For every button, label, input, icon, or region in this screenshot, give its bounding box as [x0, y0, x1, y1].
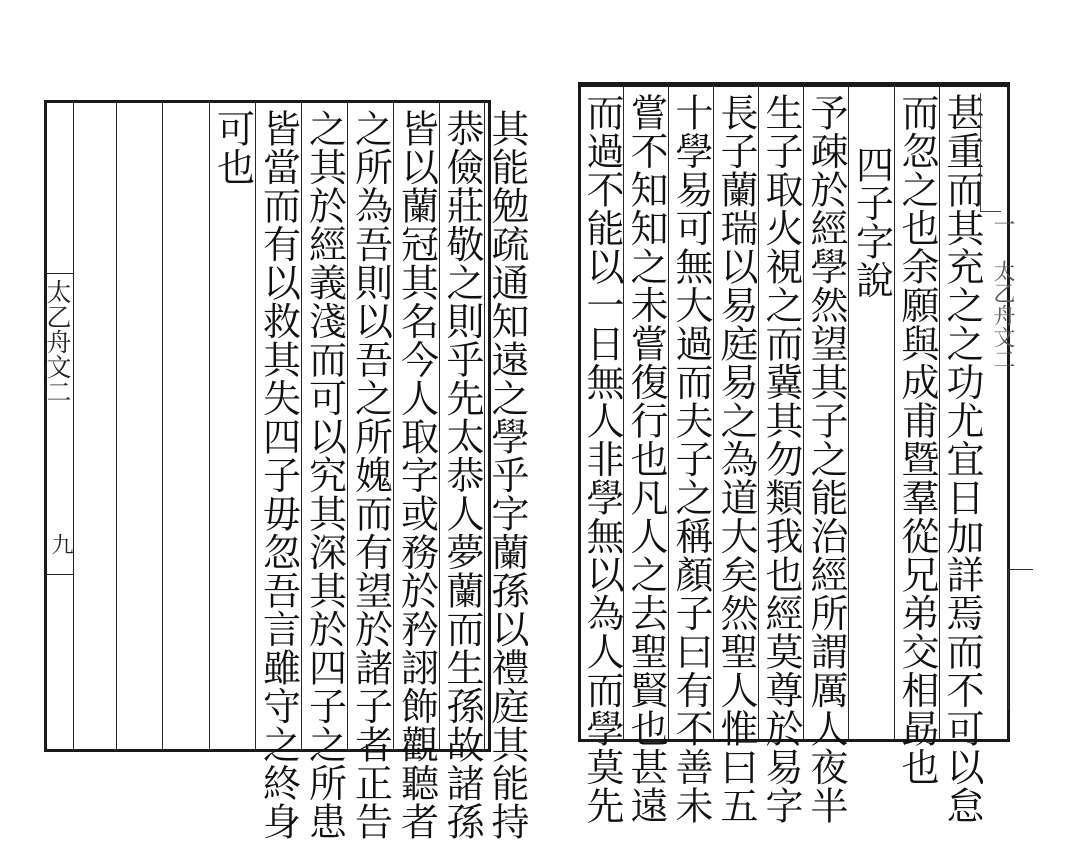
- left-page: [43, 100, 529, 841]
- fold-title: 一 太乙舟文二: [990, 213, 1015, 370]
- column-text: 予疎於經學然望其子之能治經所謂厲人夜半: [804, 93, 848, 825]
- column-text: 生子取火視之而冀其勿類我也經莫尊於易字: [759, 93, 803, 825]
- text-column-8: [624, 87, 669, 825]
- blank-column: [117, 103, 163, 749]
- text-column-5: [759, 87, 804, 825]
- column-text: 嘗不知知之未嘗復行也凡人之去聖賢也甚遠: [624, 93, 668, 825]
- fold-margin: [980, 93, 1001, 212]
- column-text: 而忽之也余願與成甫暨羣從兄弟交相勗也: [895, 93, 939, 786]
- column-text: 十學易可無大過而夫子之稱顏子曰有不善未: [669, 93, 713, 825]
- right-page: [578, 82, 1015, 825]
- fold-title: 太乙舟文二: [43, 279, 72, 404]
- text-column-9: [580, 87, 624, 825]
- section-heading: 四子字說: [849, 145, 894, 299]
- text-column-1: [485, 103, 529, 841]
- text-column-5: [302, 103, 348, 841]
- column-text: 之其於經義淺而可以究其深其於四子之所患: [302, 109, 347, 841]
- text-column-7: [669, 87, 714, 825]
- text-column-2: [440, 103, 485, 841]
- text-column-7: [210, 103, 256, 749]
- column-text: 之所為吾則以吾之所媿而有望於諸子者正告: [348, 109, 393, 841]
- section-heading-column: [849, 87, 895, 739]
- blank-column: [74, 103, 117, 749]
- column-text: 甚重而其充之之功尤宜日加詳焉而不可以怠: [940, 93, 984, 825]
- column-text: 可也: [210, 109, 255, 186]
- text-column-6: [256, 103, 302, 841]
- text-column-6: [714, 87, 759, 825]
- text-column-4: [804, 87, 849, 825]
- column-text: 其能勉疏通知遠之學乎字蘭孫以禮庭其能持: [485, 109, 529, 841]
- fold-margin-lower: [1008, 569, 1033, 710]
- column-text: 皆當而有以救其失四子毋忽吾言雖守之終身: [256, 109, 301, 841]
- text-column-3: [394, 103, 440, 841]
- page-number: 九: [48, 533, 73, 555]
- text-column-2: [895, 87, 940, 786]
- text-column-4: [348, 103, 394, 841]
- blank-column: [163, 103, 210, 749]
- text-column-1: [940, 87, 984, 825]
- column-text: 皆以蘭冠其名今人取字或務於矜詡飾觀聽者: [394, 109, 439, 841]
- column-text: 恭儉莊敬之則乎先太恭人夢蘭而生孫故諸孫: [440, 109, 484, 841]
- column-text: 長子蘭瑞以易庭易之為道大矣然聖人惟曰五: [714, 93, 758, 825]
- column-text: 而過不能以一日無人非學無以為人而學莫先: [580, 93, 624, 825]
